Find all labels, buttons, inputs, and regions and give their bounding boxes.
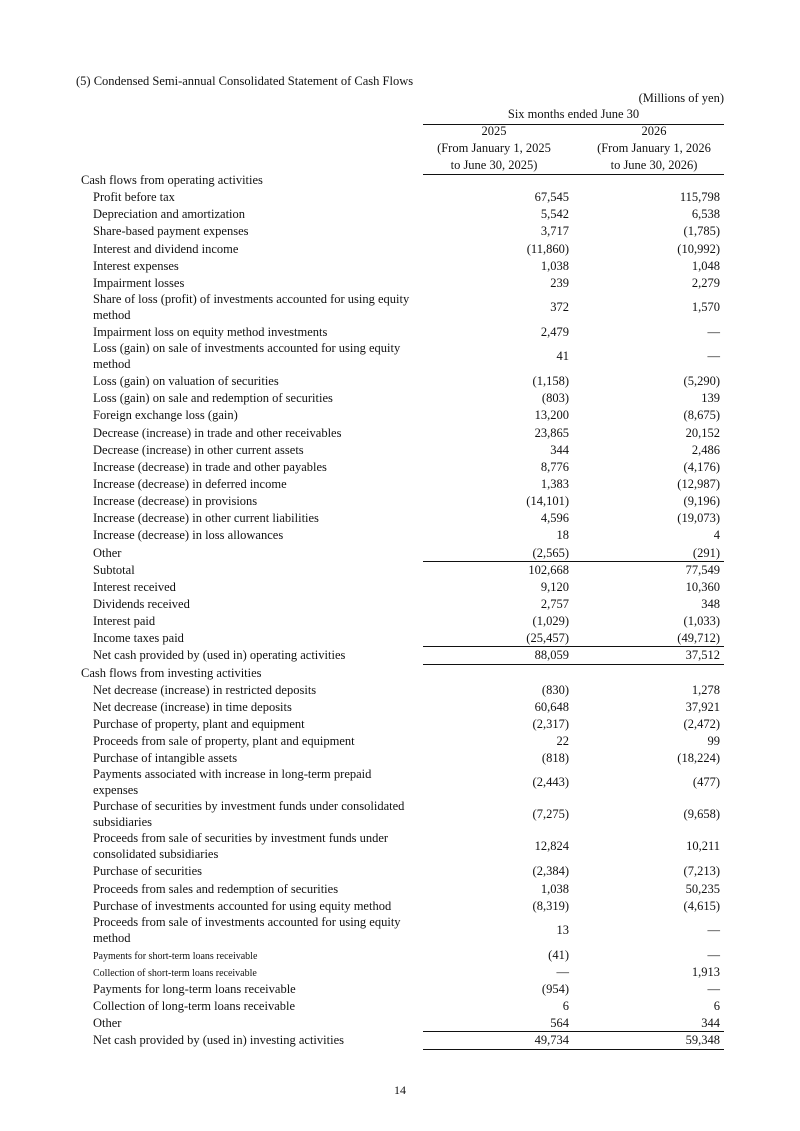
- value-2025: (954): [541, 982, 569, 997]
- value-2026: (9,658): [683, 807, 720, 822]
- value-2026: (12,987): [677, 476, 720, 491]
- value-2026: 59,348: [685, 1033, 720, 1048]
- value-2025: (803): [541, 391, 569, 406]
- value-2026: 10,360: [685, 579, 720, 594]
- value-2026: 2,279: [691, 275, 720, 290]
- table-row: [0, 561, 800, 578]
- value-2026: 1,913: [691, 964, 720, 979]
- table-row: [0, 475, 800, 492]
- column-year: 2025: [481, 124, 507, 138]
- row-label: Collection of long-term loans receivable: [93, 999, 296, 1014]
- table-row: [0, 240, 800, 257]
- table-row: [0, 914, 800, 946]
- table-row: [0, 406, 800, 423]
- table-row: [0, 578, 800, 595]
- value-2026: (18,224): [677, 751, 720, 766]
- row-label: Impairment loss on equity method investments: [93, 324, 328, 339]
- row-label: Purchase of securities: [93, 864, 202, 879]
- value-2026: (4,176): [683, 459, 720, 474]
- table-row: [0, 205, 800, 222]
- table-row: [0, 526, 800, 543]
- table-row: [0, 897, 800, 914]
- table-row: [0, 509, 800, 526]
- value-2025: (818): [541, 751, 569, 766]
- row-label: Purchase of securities by investment funds under consolidated subsidiaries: [93, 799, 405, 830]
- row-label: Payments for short-term loans receivable: [93, 950, 258, 962]
- value-2026: (5,290): [683, 374, 720, 389]
- row-label: Subtotal: [93, 562, 135, 577]
- table-row: [0, 646, 800, 663]
- value-2025: (8,319): [532, 898, 569, 913]
- table-row: [0, 830, 800, 862]
- value-2025: 5,542: [540, 207, 569, 222]
- value-2026: 1,278: [691, 682, 720, 697]
- row-label: Other: [93, 545, 122, 560]
- value-2025: 2,479: [540, 324, 569, 339]
- value-2025: 13: [556, 922, 569, 937]
- table-row: [0, 544, 800, 561]
- value-2025: 1,038: [540, 881, 569, 896]
- section-header-row: [0, 171, 800, 188]
- value-2026: 344: [701, 1016, 720, 1031]
- value-2026: (1,785): [683, 224, 720, 239]
- table-row: [0, 595, 800, 612]
- row-label: Purchase of intangible assets: [93, 751, 238, 766]
- column-range-end: to June 30, 2026): [610, 158, 698, 172]
- table-row: [0, 862, 800, 879]
- value-2026: 37,512: [685, 648, 720, 663]
- row-label: Payments associated with increase in long-term prepaid expenses: [93, 767, 372, 798]
- value-2026: 77,549: [685, 562, 720, 577]
- value-2026: 1,570: [691, 299, 720, 314]
- value-2025: ―: [556, 964, 569, 979]
- table-row: [0, 980, 800, 997]
- table-row: [0, 372, 800, 389]
- value-2026: (8,675): [683, 408, 720, 423]
- row-label: Income taxes paid: [93, 631, 184, 646]
- value-2025: 239: [550, 275, 569, 290]
- row-label: Interest expenses: [93, 258, 179, 273]
- value-2026: 1,048: [691, 258, 720, 273]
- row-label: Proceeds from sale of property, plant and equipment: [93, 734, 355, 749]
- value-2025: 1,038: [540, 258, 569, 273]
- value-2025: (25,457): [526, 631, 569, 646]
- value-2025: (2,565): [532, 545, 569, 560]
- value-2026: (10,992): [677, 241, 720, 256]
- value-2025: 49,734: [534, 1033, 569, 1048]
- row-label: Net cash provided by (used in) investing activities: [93, 1033, 344, 1048]
- row-label: Foreign exchange loss (gain): [93, 408, 238, 423]
- column-range-end: to June 30, 2025): [450, 158, 538, 172]
- value-2025: (2,443): [532, 775, 569, 790]
- row-label: Net decrease (increase) in restricted deposits: [93, 682, 317, 697]
- table-row: [0, 340, 800, 372]
- table-row: [0, 997, 800, 1014]
- table-row: [0, 257, 800, 274]
- value-2026: 6: [713, 999, 720, 1014]
- value-2025: 8,776: [540, 459, 569, 474]
- table-row: [0, 629, 800, 646]
- value-2025: (2,317): [532, 716, 569, 731]
- cash-flow-table: [0, 171, 800, 1049]
- value-2025: 1,383: [540, 476, 569, 491]
- column-range-start: (From January 1, 2025: [437, 141, 551, 155]
- row-label: Profit before tax: [93, 190, 175, 205]
- table-row: [0, 715, 800, 732]
- value-2026: (2,472): [683, 716, 720, 731]
- row-label: Other: [93, 1016, 122, 1031]
- value-2026: 139: [701, 391, 720, 406]
- table-row: [0, 274, 800, 291]
- value-2025: (11,860): [526, 241, 569, 256]
- value-2025: 22: [556, 734, 569, 749]
- row-label: Net cash provided by (used in) operating activities: [93, 648, 346, 663]
- value-2025: 102,668: [528, 562, 569, 577]
- value-2025: 4,596: [540, 511, 569, 526]
- value-2026: 6,538: [691, 207, 720, 222]
- row-label: Cash flows from operating activities: [81, 173, 263, 187]
- value-2026: 10,211: [686, 839, 720, 854]
- table-row: [0, 1014, 800, 1031]
- value-2025: (41): [548, 947, 569, 962]
- row-label: Interest paid: [93, 614, 156, 629]
- value-2026: ―: [707, 922, 720, 937]
- value-2026: 37,921: [685, 699, 720, 714]
- value-2025: 13,200: [534, 408, 569, 423]
- period-header: Six months ended June 30: [507, 107, 640, 121]
- column-year: 2026: [641, 124, 667, 138]
- value-2026: ―: [707, 982, 720, 997]
- value-2025: (2,384): [532, 864, 569, 879]
- table-row: [0, 963, 800, 980]
- value-2025: (7,275): [532, 807, 569, 822]
- row-label: Loss (gain) on sale of investments accounted for using equity method: [93, 341, 401, 372]
- page-number: 14: [394, 1083, 406, 1097]
- value-2026: (291): [692, 545, 720, 560]
- table-row: [0, 458, 800, 475]
- table-row: [0, 798, 800, 830]
- value-2025: 23,865: [534, 425, 569, 440]
- row-label: Increase (decrease) in loss allowances: [93, 528, 284, 543]
- value-2025: 41: [556, 349, 569, 364]
- row-label: Interest and dividend income: [93, 241, 239, 256]
- value-2025: (14,101): [526, 494, 569, 509]
- value-2026: (477): [692, 775, 720, 790]
- value-2025: (1,158): [532, 374, 569, 389]
- table-row: [0, 880, 800, 897]
- value-2025: 18: [556, 528, 569, 543]
- value-2026: 99: [707, 734, 720, 749]
- row-label: Increase (decrease) in trade and other payables: [93, 459, 327, 474]
- statement-title: (5) Condensed Semi-annual Consolidated Statement of Cash Flows: [76, 74, 414, 88]
- row-label: Dividends received: [93, 596, 190, 611]
- table-row: [0, 222, 800, 239]
- row-label: Depreciation and amortization: [93, 207, 246, 222]
- section-header-row: [0, 664, 800, 681]
- value-2026: (7,213): [683, 864, 720, 879]
- row-label: Collection of short-term loans receivable: [93, 967, 257, 979]
- row-label: Purchase of property, plant and equipment: [93, 716, 305, 731]
- row-label: Proceeds from sale of securities by investment funds under consolidated subsidiaries: [93, 831, 389, 862]
- table-row: [0, 766, 800, 798]
- value-2026: (19,073): [677, 511, 720, 526]
- value-2025: 67,545: [534, 190, 569, 205]
- row-label: Net decrease (increase) in time deposits: [93, 699, 292, 714]
- table-row: [0, 612, 800, 629]
- value-2026: 348: [701, 596, 720, 611]
- row-label: Decrease (increase) in other current assets: [93, 442, 304, 457]
- value-2026: 115,798: [679, 190, 720, 205]
- table-row: [0, 424, 800, 441]
- value-2026: (9,196): [683, 494, 720, 509]
- value-2026: 20,152: [685, 425, 720, 440]
- row-label: Interest received: [93, 579, 176, 594]
- value-2025: 60,648: [534, 699, 569, 714]
- value-2026: 2,486: [691, 442, 720, 457]
- row-label: Decrease (increase) in trade and other receivables: [93, 425, 342, 440]
- value-2026: 4: [713, 528, 720, 543]
- value-2026: ―: [707, 947, 720, 962]
- value-2025: 6: [562, 999, 569, 1014]
- value-2025: 9,120: [540, 579, 569, 594]
- row-label: Proceeds from sale of investments accounted for using equity method: [93, 914, 401, 945]
- table-row: [0, 441, 800, 458]
- table-row: [0, 323, 800, 340]
- value-2025: 564: [550, 1016, 569, 1031]
- table-row: [0, 946, 800, 963]
- row-label: Proceeds from sales and redemption of securities: [93, 881, 339, 896]
- row-label: Purchase of investments accounted for using equity method: [93, 898, 392, 913]
- table-row: [0, 698, 800, 715]
- value-2025: 372: [550, 299, 569, 314]
- column-range-start: (From January 1, 2026: [597, 141, 711, 155]
- value-2026: 50,235: [685, 881, 720, 896]
- value-2025: 2,757: [540, 596, 569, 611]
- table-row: [0, 732, 800, 749]
- column-header-2025: [424, 123, 564, 174]
- table-row: [0, 389, 800, 406]
- row-label: Cash flows from investing activities: [81, 665, 262, 680]
- value-2026: (49,712): [677, 631, 720, 646]
- row-label: Share-based payment expenses: [93, 224, 249, 239]
- unit-note: (Millions of yen): [638, 91, 724, 105]
- table-row: [0, 681, 800, 698]
- row-label: Payments for long-term loans receivable: [93, 982, 296, 997]
- row-label: Increase (decrease) in provisions: [93, 494, 258, 509]
- table-row: [0, 188, 800, 205]
- row-label: Increase (decrease) in other current liabilities: [93, 511, 319, 526]
- row-label: Loss (gain) on sale and redemption of securities: [93, 391, 333, 406]
- row-label: Impairment losses: [93, 275, 185, 290]
- table-row: [0, 492, 800, 509]
- table-row: [0, 749, 800, 766]
- value-2025: (1,029): [532, 614, 569, 629]
- value-2025: 3,717: [540, 224, 569, 239]
- value-2025: 88,059: [534, 648, 569, 663]
- row-label: Share of loss (profit) of investments accounted for using equity method: [93, 291, 410, 322]
- row-label: Loss (gain) on valuation of securities: [93, 374, 279, 389]
- row-label: Increase (decrease) in deferred income: [93, 476, 287, 491]
- value-2025: 344: [550, 442, 569, 457]
- value-2025: 12,824: [534, 839, 569, 854]
- table-row: [0, 291, 800, 323]
- value-2026: ―: [707, 324, 720, 339]
- value-2025: (830): [541, 682, 569, 697]
- column-header-2026: [584, 123, 724, 174]
- value-2026: (4,615): [683, 898, 720, 913]
- value-2026: (1,033): [683, 614, 720, 629]
- table-row: [0, 1031, 800, 1048]
- value-2026: ―: [707, 349, 720, 364]
